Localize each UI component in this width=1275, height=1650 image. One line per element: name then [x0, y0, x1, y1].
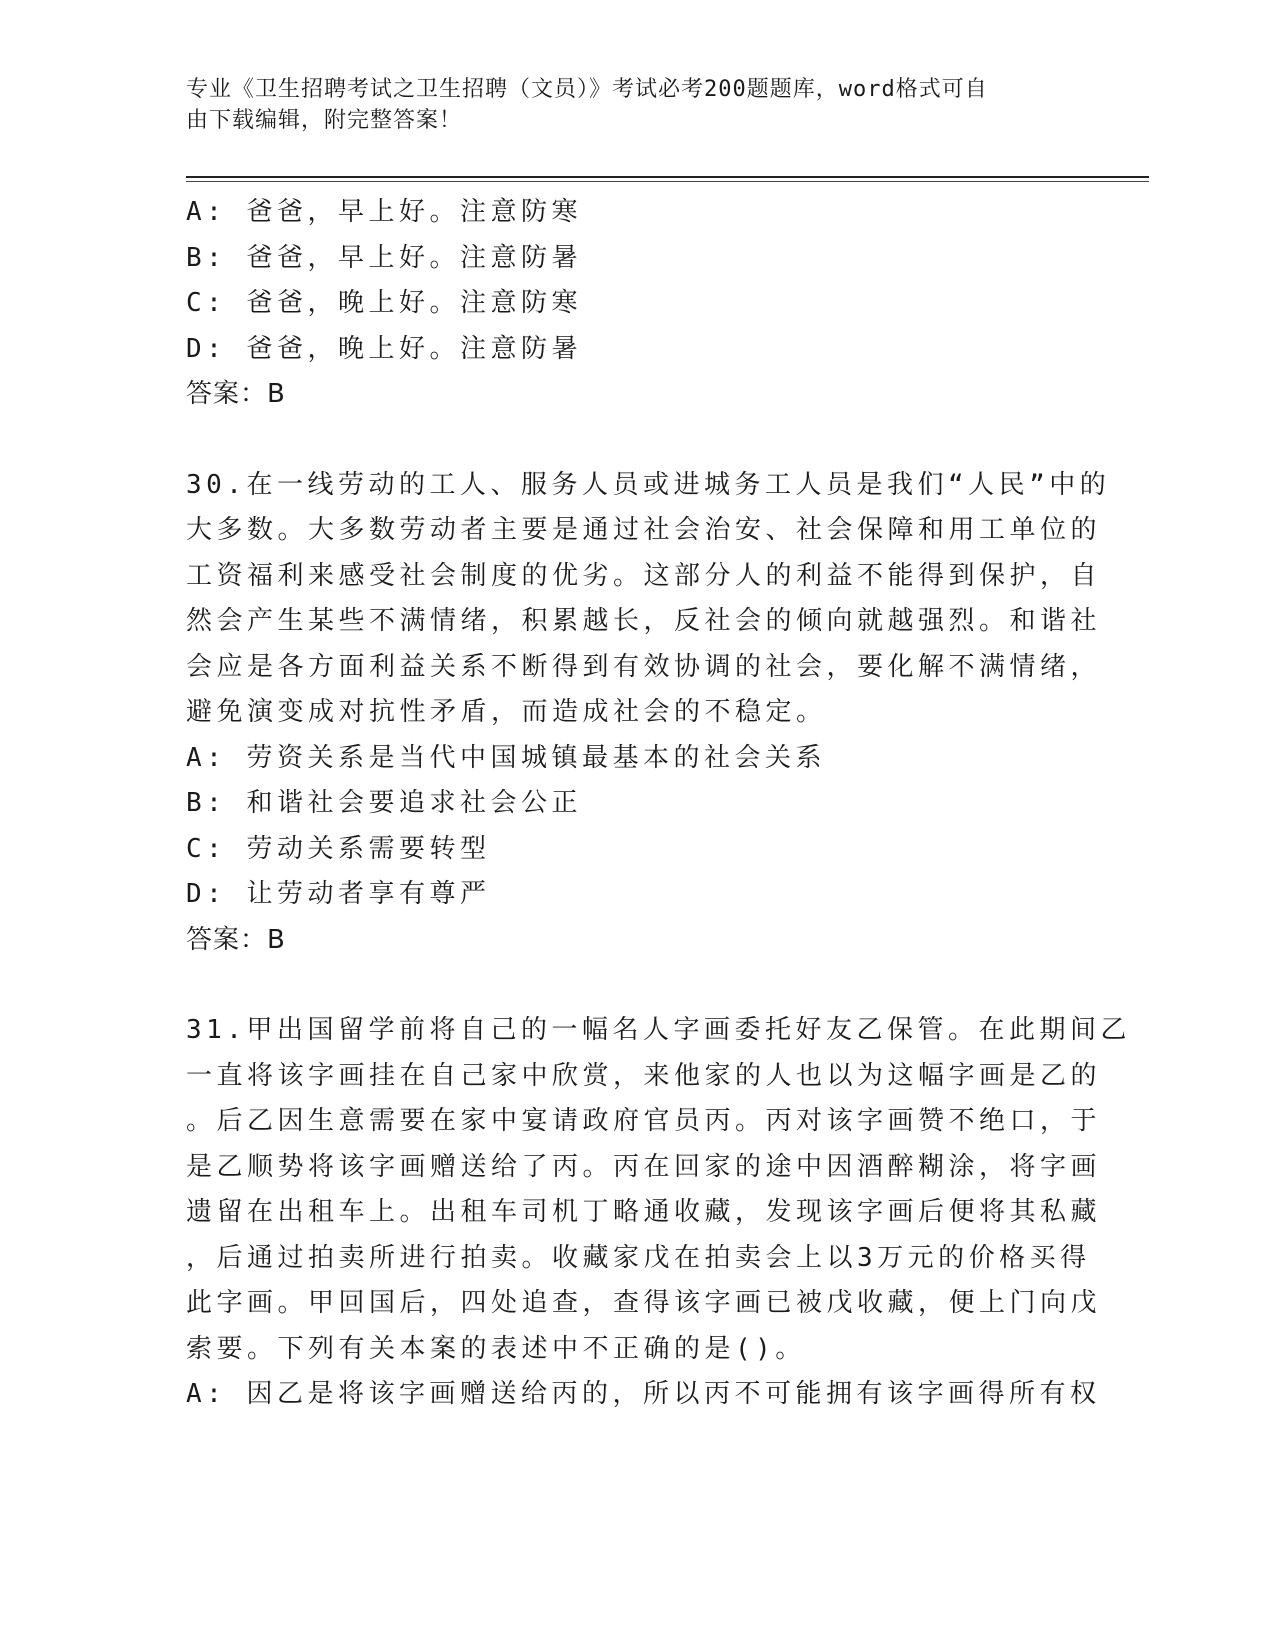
- question-31: [186, 1008, 1131, 1418]
- question-30: [186, 463, 1111, 964]
- option-b: B: 和谐社会要追求社会公正: [186, 788, 582, 818]
- question-stem-line: 一直将该字画挂在自己家中欣赏，来他家的人也以为这幅字画是乙的: [186, 1060, 1102, 1091]
- question-stem-line: 。后乙因生意需要在家中宴请政府官员丙。丙对该字画赞不绝口，于: [186, 1106, 1102, 1136]
- question-stem-line: 遗留在出租车上。出租车司机丁略通收藏，发现该字画后便将其私藏: [186, 1197, 1102, 1227]
- question-stem-line: 然会产生某些不满情绪，积累越长，反社会的倾向就越强烈。和谐社: [186, 606, 1102, 636]
- spacer: [186, 963, 1086, 1008]
- question-stem-line: 31.甲出国留学前将自己的一幅名人字画委托好友乙保管。在此期间乙: [186, 1015, 1131, 1045]
- header-line-1: 专业《卫生招聘考试之卫生招聘（文员）》考试必考200题题库，word格式可自: [186, 77, 988, 102]
- option-c: C: 劳动关系需要转型: [186, 833, 491, 864]
- option-d: D: 让劳动者享有尊严: [186, 879, 491, 909]
- option-d: D: 爸爸，晚上好。注意防暑: [186, 333, 582, 364]
- question-stem-line: 30.在一线劳动的工人、服务人员或进城务工人员是我们“人民”中的: [186, 469, 1111, 500]
- question-stem-line: 此字画。甲回国后，四处追查，查得该字画已被戊收藏，便上门向戊: [186, 1288, 1102, 1318]
- answer: 答案：B: [186, 924, 286, 955]
- question-stem-line: ，后通过拍卖所进行拍卖。收藏家戊在拍卖会上以3万元的价格买得: [186, 1242, 1091, 1273]
- question-stem-line: 工资福利来感受社会制度的优劣。这部分人的利益不能得到保护，自: [186, 560, 1102, 591]
- question-stem-line: 大多数。大多数劳动者主要是通过社会治安、社会保障和用工单位的: [186, 515, 1102, 545]
- spacer: [186, 418, 1086, 463]
- question-stem-line: 会应是各方面利益关系不断得到有效协调的社会，要化解不满情绪，: [186, 651, 1102, 682]
- document-body: [186, 190, 1131, 1418]
- question-29: [186, 190, 1086, 418]
- header-divider-thick: [186, 176, 1149, 178]
- option-a: A: 劳资关系是当代中国城镇最基本的社会关系: [186, 742, 826, 773]
- question-stem-line: 索要。下列有关本案的表述中不正确的是()。: [186, 1333, 806, 1364]
- option-b: B: 爸爸，早上好。注意防暑: [186, 242, 582, 273]
- answer: 答案：B: [186, 379, 286, 409]
- header-divider-thin: [186, 181, 1149, 182]
- question-stem-line: 避免演变成对抗性矛盾，而造成社会的不稳定。: [186, 697, 827, 727]
- question-stem-line: 是乙顺势将该字画赠送给了丙。丙在回家的途中因酒醉糊涂，将字画: [186, 1151, 1102, 1182]
- option-a: A: 因乙是将该字画赠送给丙的，所以丙不可能拥有该字画得所有权: [186, 1379, 1101, 1409]
- document-header: [186, 74, 1066, 136]
- option-c: C: 爸爸，晚上好。注意防寒: [186, 288, 582, 318]
- option-a: A: 爸爸，早上好。注意防寒: [186, 197, 582, 227]
- header-line-2: 由下载编辑，附完整答案！: [186, 108, 463, 133]
